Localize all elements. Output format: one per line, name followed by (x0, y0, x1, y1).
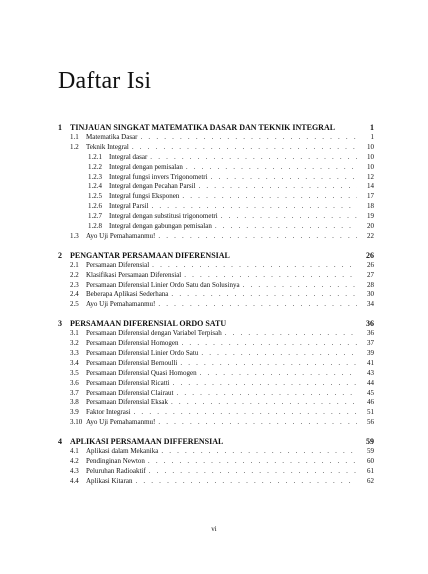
toc-entry-page: 10 (367, 142, 374, 151)
toc-entry-number: 1.2.5 (88, 192, 102, 201)
toc-entry[interactable] (58, 389, 374, 399)
toc-entry-page: 45 (367, 388, 374, 397)
toc-dot-leader (199, 182, 358, 192)
toc-entry[interactable] (58, 349, 374, 359)
toc-entry[interactable] (58, 163, 374, 173)
toc-chapter (58, 123, 374, 242)
toc-chapter-heading[interactable] (58, 251, 374, 261)
toc-entry[interactable] (58, 222, 374, 232)
toc-entry[interactable] (58, 369, 374, 379)
toc-entry[interactable] (58, 261, 374, 271)
toc-entry[interactable] (58, 290, 374, 300)
toc-entry-title: Faktor Integrasi (86, 408, 131, 417)
toc-dot-leader (215, 222, 357, 232)
toc-entry-number: 3.4 (70, 358, 79, 367)
toc-entry-page: 19 (367, 212, 374, 221)
toc-chapter-heading[interactable] (58, 319, 374, 329)
toc-entry-title: Aplikasi Kitaran (86, 476, 133, 485)
toc-dot-leader (173, 379, 357, 389)
toc-dot-leader (200, 369, 357, 379)
toc-entry-number: 3.1 (70, 329, 79, 338)
toc-entry-title: Persamaan Diferensial (86, 260, 150, 269)
toc-entry-page: 22 (367, 231, 374, 240)
toc-entry-title: Persamaan Diferensial dengan Variabel Terpisah (86, 329, 222, 338)
toc-entry[interactable] (58, 339, 374, 349)
page-number: vi (211, 525, 217, 533)
toc-dot-leader (180, 359, 357, 369)
toc-entry-page: 18 (367, 202, 374, 211)
toc-dot-leader (171, 290, 357, 300)
toc-dot-leader (158, 232, 357, 242)
toc-entry-number: 3.9 (70, 408, 79, 417)
toc-entry-number: 2.5 (70, 300, 79, 309)
toc-entry-list (58, 329, 374, 428)
toc-entry-number: 1.2.8 (88, 222, 102, 231)
toc-chapter-title: APLIKASI PERSAMAAN DIFFERENSIAL (70, 437, 224, 447)
toc-dot-leader (171, 398, 357, 408)
toc-entry-number: 2.4 (70, 290, 79, 299)
toc-entry-list (58, 447, 374, 487)
toc-entry-page: 59 (367, 447, 374, 456)
toc-entry-page: 60 (367, 457, 374, 466)
toc-entry[interactable] (58, 408, 374, 418)
toc-dot-leader (150, 153, 357, 163)
toc-chapter (58, 319, 374, 428)
toc-entry[interactable] (58, 202, 374, 212)
toc-entry-title: Persamaan Diferensial Linier Ordo Satu dan Solusinya (86, 280, 240, 289)
toc-entry-page: 36 (367, 329, 374, 338)
toc-entry-list (58, 261, 374, 310)
toc-dot-leader (161, 447, 357, 457)
toc-entry-title: Ayo Uji Pemahamanmu! (86, 300, 156, 309)
toc-entry[interactable] (58, 133, 374, 143)
toc-dot-leader (201, 349, 357, 359)
toc-entry-title: Persamaan Diferensial Homogen (86, 339, 179, 348)
toc-chapter-title: TINJAUAN SINGKAT MATEMATIKA DASAR DAN TEKNIK INTEGRAL (70, 123, 336, 132)
toc-entry-page: 14 (367, 182, 374, 191)
toc-entry-page: 46 (367, 398, 374, 407)
toc-chapter-number: 3 (58, 319, 62, 329)
toc-dot-leader (186, 163, 357, 173)
toc-entry-page: 28 (367, 280, 374, 289)
toc-entry-title: Integral fungsi invers Trigonometri (109, 172, 208, 181)
toc-entry-number: 1.2.4 (88, 182, 102, 191)
toc-entry-title: Persamaan Diferensial Quasi Homogen (86, 368, 197, 377)
toc-entry-title: Peluruhan Radioaktif (86, 466, 146, 475)
toc-dot-leader (158, 418, 357, 428)
toc-entry[interactable] (58, 379, 374, 389)
toc-entry-page: 27 (367, 270, 374, 279)
toc-entry-title: Klasifikasi Persamaan Diferensial (86, 270, 182, 279)
toc-entry[interactable] (58, 329, 374, 339)
toc-entry-page: 10 (367, 152, 374, 161)
toc-dot-leader (135, 477, 357, 487)
toc-entry-page: 34 (367, 300, 374, 309)
toc-entry[interactable] (58, 447, 374, 457)
toc-entry[interactable] (58, 359, 374, 369)
toc-entry[interactable] (58, 418, 374, 428)
toc-chapter-number: 4 (58, 437, 62, 447)
toc-dot-leader (243, 281, 357, 291)
table-of-contents (58, 123, 374, 496)
toc-dot-leader (151, 202, 357, 212)
toc-dot-leader (182, 192, 357, 202)
toc-entry-page: 30 (367, 290, 374, 299)
toc-entry[interactable] (58, 271, 374, 281)
toc-entry-number: 1.2.1 (88, 152, 102, 161)
toc-chapter-page: 36 (366, 319, 374, 329)
toc-entry[interactable] (58, 477, 374, 487)
toc-entry-title: Persamaan Diferensial Clairaut (86, 388, 174, 397)
toc-entry-page: 51 (367, 408, 374, 417)
toc-entry-page: 10 (367, 162, 374, 171)
toc-entry-title: Integral Parsil (109, 202, 149, 211)
toc-entry-title: Persamaan Diferensial Ricatti (86, 378, 170, 387)
toc-chapter-page: 59 (366, 437, 374, 447)
toc-entry[interactable] (58, 143, 374, 153)
toc-entry-number: 3.5 (70, 368, 79, 377)
toc-entry-number: 3.8 (70, 398, 79, 407)
toc-entry-number: 4.1 (70, 447, 79, 456)
toc-entry-page: 44 (367, 378, 374, 387)
toc-entry-title: Integral dengan pemisalan (109, 162, 183, 171)
toc-entry-title: Matematika Dasar (86, 133, 138, 141)
toc-entry[interactable] (58, 182, 374, 192)
toc-entry-number: 1.1 (70, 133, 79, 141)
toc-chapter-page: 1 (370, 123, 374, 132)
toc-entry-title: Pendinginan Newton (86, 457, 145, 466)
toc-entry-title: Integral fungsi Eksponen (109, 192, 180, 201)
toc-dot-leader (148, 457, 357, 467)
toc-dot-leader (182, 339, 357, 349)
toc-dot-leader (134, 408, 357, 418)
toc-entry-number: 3.7 (70, 388, 79, 397)
toc-entry-page: 62 (367, 476, 374, 485)
toc-entry-number: 1.2.7 (88, 212, 102, 221)
toc-entry-title: Aplikasi dalam Mekanika (86, 447, 159, 456)
toc-entry-number: 3.2 (70, 339, 79, 348)
toc-entry[interactable] (58, 398, 374, 408)
toc-entry[interactable] (58, 212, 374, 222)
toc-dot-leader (221, 212, 357, 222)
toc-entry-page: 43 (367, 368, 374, 377)
toc-dot-leader (184, 271, 357, 281)
toc-entry-title: Persamaan Diferensial Linier Ordo Satu (86, 349, 199, 358)
toc-entry[interactable] (58, 232, 374, 242)
toc-chapter (58, 437, 374, 487)
toc-chapter-title: PERSAMAAN DIFERENSIAL ORDO SATU (70, 319, 227, 329)
toc-entry-page: 37 (367, 339, 374, 348)
toc-entry-title: Beberapa Aplikasi Sederhana (86, 290, 169, 299)
page-title: Daftar Isi (58, 68, 152, 94)
toc-dot-leader (176, 389, 357, 399)
toc-dot-leader (149, 467, 357, 477)
toc-chapter-heading[interactable] (58, 123, 374, 133)
toc-dot-leader (141, 133, 357, 143)
toc-chapter (58, 251, 374, 310)
toc-entry-number: 2.2 (70, 270, 79, 279)
toc-dot-leader (211, 173, 357, 183)
toc-entry[interactable] (58, 300, 374, 310)
toc-entry-page: 41 (367, 358, 374, 367)
toc-entry[interactable] (58, 153, 374, 163)
toc-entry-list (58, 133, 374, 242)
toc-chapter-number: 1 (58, 123, 62, 132)
toc-entry-page: 20 (367, 222, 374, 231)
toc-entry-number: 3.10 (70, 418, 83, 427)
toc-entry-number: 4.4 (70, 476, 79, 485)
toc-dot-leader (225, 329, 357, 339)
toc-entry-title: Ayo Uji Pemahamanmu! (86, 231, 156, 240)
toc-entry[interactable] (58, 192, 374, 202)
toc-entry-page: 39 (367, 349, 374, 358)
toc-entry-page: 12 (367, 172, 374, 181)
toc-entry-page: 61 (367, 466, 374, 475)
toc-entry-number: 4.3 (70, 466, 79, 475)
toc-entry[interactable] (58, 457, 374, 467)
toc-entry-title: Integral dengan Pecahan Parsil (109, 182, 196, 191)
toc-entry-page: 1 (370, 133, 374, 141)
toc-entry-number: 1.2.6 (88, 202, 102, 211)
toc-chapter-title: PENGANTAR PERSAMAAN DIFERENSIAL (70, 250, 230, 260)
toc-entry-number: 1.2 (70, 142, 79, 151)
toc-entry-number: 1.2.2 (88, 162, 102, 171)
toc-entry-title: Persamaan Diferensial Bernoulli (86, 358, 178, 367)
toc-chapter-heading[interactable] (58, 437, 374, 447)
toc-chapter-number: 2 (58, 250, 62, 260)
toc-dot-leader (132, 143, 357, 153)
toc-entry-title: Integral dengan gabungan pemisalan (109, 222, 212, 231)
toc-entry-page: 26 (367, 260, 374, 269)
toc-dot-leader (158, 300, 357, 310)
toc-entry-number: 1.3 (70, 231, 79, 240)
toc-entry[interactable] (58, 467, 374, 477)
toc-entry-title: Integral dengan substitusi trigonometri (109, 212, 218, 221)
toc-entry-page: 17 (367, 192, 374, 201)
toc-entry-number: 2.1 (70, 260, 79, 269)
toc-entry[interactable] (58, 173, 374, 183)
toc-dot-leader (152, 261, 357, 271)
toc-entry-number: 4.2 (70, 457, 79, 466)
toc-entry-title: Teknik Integral (86, 142, 129, 151)
toc-entry-number: 3.3 (70, 349, 79, 358)
toc-entry-page: 56 (367, 418, 374, 427)
toc-entry-number: 2.3 (70, 280, 79, 289)
toc-entry-number: 1.2.3 (88, 172, 102, 181)
toc-entry-title: Integral dasar (109, 152, 148, 161)
toc-entry-title: Ayo Uji Pemahamanmu! (86, 418, 156, 427)
toc-entry-title: Persamaan Diferensial Eksak (86, 398, 169, 407)
toc-chapter-page: 26 (366, 250, 374, 260)
toc-entry[interactable] (58, 281, 374, 291)
toc-entry-number: 3.6 (70, 378, 79, 387)
